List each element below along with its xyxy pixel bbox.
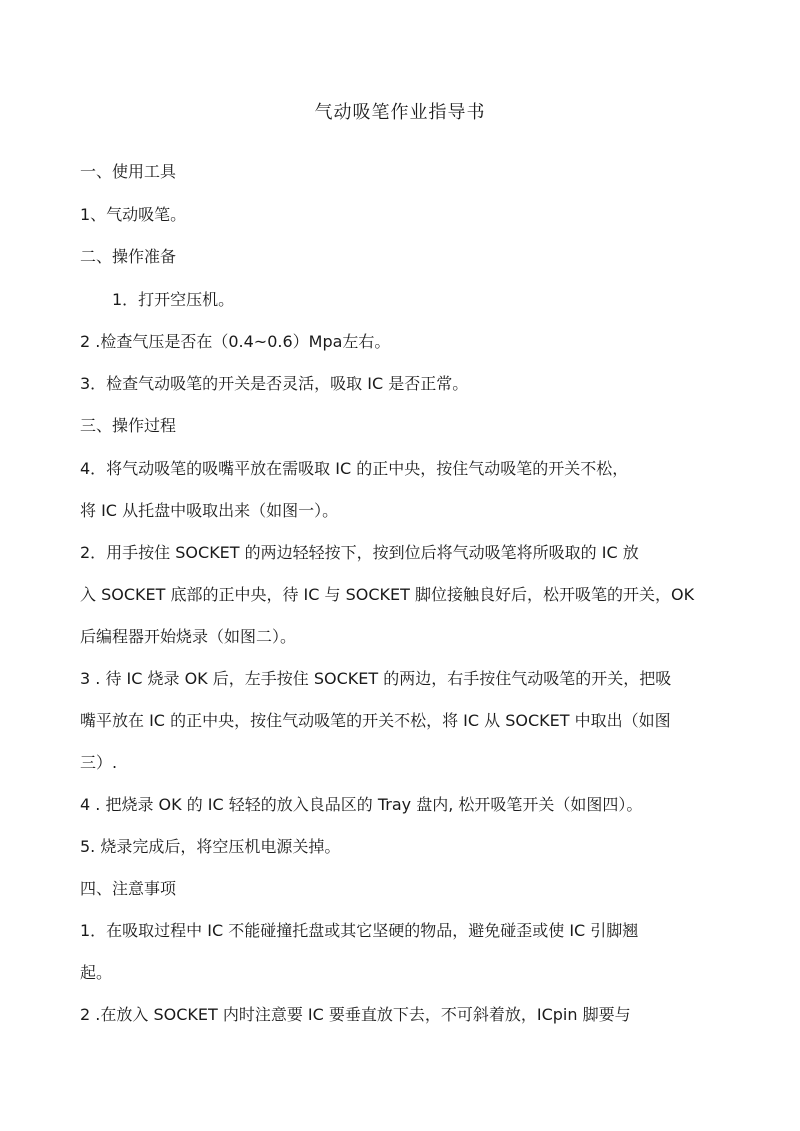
text-line: 三）.: [80, 753, 118, 772]
section-heading-tools: 一、使用工具: [80, 162, 177, 181]
text-line: 1．打开空压机。: [112, 290, 235, 309]
text-line: 3 . 待 IC 烧录 OK 后，左手按住 SOCKET 的两边，右手按住气动吸笔的开关，把吸: [80, 669, 672, 688]
text-line: 1、气动吸笔。: [80, 205, 187, 224]
section-heading-preparation: 二、操作准备: [80, 247, 177, 266]
text-line: 后编程器开始烧录（如图二）。: [80, 627, 297, 646]
text-line: 1．在吸取过程中 IC 不能碰撞托盘或其它坚硬的物品，避免碰歪或使 IC 引脚翘: [80, 921, 639, 940]
text-line: 2．用手按住 SOCKET 的两边轻轻按下，按到位后将气动吸笔将所吸取的 IC 放: [80, 543, 639, 562]
text-line: 嘴平放在 IC 的正中央，按住气动吸笔的开关不松，将 IC 从 SOCKET 中取出（如图: [80, 711, 671, 730]
text-line: 起。: [80, 963, 113, 982]
text-line: 2 .检查气压是否在（0.4~0.6）Mpa左右。: [80, 332, 391, 351]
text-line: 3．检查气动吸笔的开关是否灵活，吸取 IC 是否正常。: [80, 374, 469, 393]
document-title: 气动吸笔作业指导书: [314, 102, 486, 123]
section-heading-process: 三、操作过程: [80, 416, 177, 435]
text-line: 4．将气动吸笔的吸嘴平放在需吸取 IC 的正中央，按住气动吸笔的开关不松，: [80, 459, 629, 478]
text-line: 5. 烧录完成后，将空压机电源关掉。: [80, 837, 341, 856]
text-line: 2 .在放入 SOCKET 内时注意要 IC 要垂直放下去，不可斜着放，ICpin 脚要与: [80, 1005, 631, 1024]
text-line: 4 . 把烧录 OK 的 IC 轻轻的放入良品区的 Tray 盘内, 松开吸笔开关（如图四）。: [80, 795, 643, 814]
section-heading-notes: 四、注意事项: [80, 879, 177, 898]
text-line: 入 SOCKET 底部的正中央，待 IC 与 SOCKET 脚位接触良好后，松开吸笔的开关，OK: [80, 585, 695, 604]
text-line: 将 IC 从托盘中吸取出来（如图一）。: [80, 501, 339, 520]
